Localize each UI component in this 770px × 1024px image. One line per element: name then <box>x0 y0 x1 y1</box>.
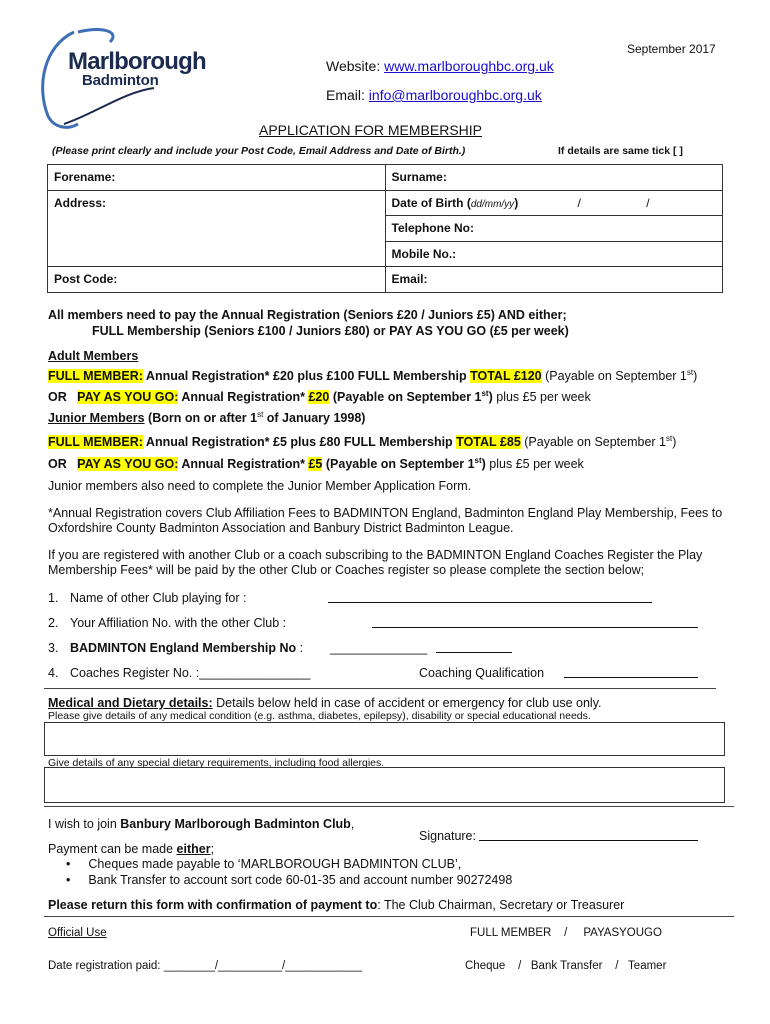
junior-full-sup: st <box>666 433 673 443</box>
section-divider <box>44 688 716 689</box>
bullet-icon: • <box>66 873 71 887</box>
dob-field[interactable] <box>385 190 723 216</box>
join-statement <box>48 817 354 831</box>
annual-registration-note: *Annual Registration covers Club Affiliation Fees to BADMINTON England, Badminton England Play Membership, Fees to Oxfordshire County Badminton Association and Banbury District Badminton League. <box>48 506 723 535</box>
medical-heading: Medical and Dietary details: <box>48 696 213 710</box>
q1-number: 1. <box>48 591 59 605</box>
bullet-icon: • <box>66 857 71 871</box>
adult-heading: Adult Members <box>48 349 139 363</box>
same-details-tick[interactable]: If details are same tick [ ] <box>558 145 683 157</box>
junior-payg-label: PAY AS YOU GO: <box>77 457 179 471</box>
junior-heading-line <box>48 411 365 425</box>
mobile-field[interactable] <box>385 241 723 267</box>
payment-cheque-text: Cheques made payable to ‘MARLBOROUGH BADMINTON CLUB’, <box>88 857 462 871</box>
telephone-label: Telephone No: <box>391 221 474 236</box>
junior-payg-amount: £5 <box>308 457 323 471</box>
fees-line-1: All members need to pay the Annual Registration (Seniors £20 / Juniors £5) AND either; <box>48 308 567 322</box>
dietary-prompt: Give details of any special dietary requirements, including food allergies. <box>48 757 385 769</box>
email-label: Email: <box>326 87 369 103</box>
postcode-field[interactable] <box>48 267 386 293</box>
signature-label: Signature: <box>419 829 476 843</box>
junior-payg-sup: st <box>474 455 482 465</box>
logo-text-main: Marlborough <box>68 48 206 75</box>
applicant-details-table <box>47 164 723 293</box>
junior-payg-rate: plus £5 per week <box>485 457 584 471</box>
email-field-label: Email: <box>391 272 428 287</box>
payment-type-options <box>465 960 666 972</box>
address-label: Address: <box>54 195 107 210</box>
option-payasyougo[interactable]: PAYASYOUGO <box>583 927 662 939</box>
option-teamer[interactable]: Teamer <box>628 960 667 972</box>
junior-payg-close: ) <box>481 457 486 471</box>
fees-line-2: FULL Membership (Seniors £100 / Juniors £80) or PAY AS YOU GO (£5 per week) <box>92 324 569 338</box>
junior-born-rest: of January 1998) <box>263 411 366 425</box>
adult-or: OR <box>48 390 67 404</box>
q1-label: Name of other Club playing for : <box>70 591 247 605</box>
telephone-field[interactable] <box>385 216 723 242</box>
option-separator: / <box>564 927 568 939</box>
membership-type-options <box>470 927 662 939</box>
junior-full-label: FULL MEMBER: <box>48 435 143 449</box>
official-use-label: Official Use <box>48 927 107 939</box>
payment-either: either <box>176 842 211 856</box>
option-cheque[interactable]: Cheque <box>465 960 506 972</box>
adult-payg-rate: plus £5 per week <box>492 390 591 404</box>
adult-payg <box>48 390 591 404</box>
junior-payg-text: Annual Registration* <box>178 457 309 471</box>
q4-number: 4. <box>48 666 59 680</box>
q2-label: Your Affiliation No. with the other Club : <box>70 616 287 630</box>
junior-payg-pay: (Payable on September 1 <box>322 457 475 471</box>
junior-note: Junior members also need to complete the Junior Member Application Form. <box>48 479 472 493</box>
medical-heading-line <box>48 696 602 710</box>
dob-format: dd/mm/yy <box>470 198 515 210</box>
adult-full-text: Annual Registration* £20 plus £100 FULL Membership <box>142 369 471 383</box>
payment-bullet-transfer <box>66 873 512 887</box>
adult-payg-amount: £20 <box>308 390 330 404</box>
medical-condition-prompt: Please give details of any medical condition (e.g. asthma, diabetes, epilepsy), disability or special educational needs. <box>48 710 591 722</box>
adult-full-member <box>48 369 697 383</box>
surname-field[interactable] <box>385 165 723 191</box>
section-divider-3 <box>44 916 734 917</box>
return-pre: Please return this form with confirmation of payment to <box>48 898 378 912</box>
email-field[interactable] <box>385 267 723 293</box>
dietary-box[interactable] <box>44 767 725 803</box>
adult-full-sup: st <box>686 367 694 377</box>
form-date: September 2017 <box>627 42 716 56</box>
medical-condition-box[interactable] <box>44 722 725 756</box>
address-field[interactable] <box>48 190 386 267</box>
forename-label: Forename: <box>54 170 116 185</box>
payment-transfer-text: Bank Transfer to account sort code 60-01-35 and account number 90272498 <box>88 873 513 887</box>
adult-full-close: ) <box>693 369 698 383</box>
q4-label[interactable]: Coaches Register No. :________________ <box>70 666 311 680</box>
page-title: APPLICATION FOR MEMBERSHIP <box>259 122 482 138</box>
payment-post: ; <box>210 842 215 856</box>
payment-methods-heading <box>48 842 214 856</box>
junior-born-sup: st <box>257 409 264 419</box>
forename-field[interactable] <box>48 165 386 191</box>
junior-full-pay: (Payable on September 1 <box>520 435 667 449</box>
q1-input-line[interactable] <box>328 602 652 603</box>
junior-or: OR <box>48 457 67 471</box>
join-club-name: Banbury Marlborough Badminton Club <box>120 817 351 831</box>
option-separator: / <box>615 960 619 972</box>
payment-pre: Payment can be made <box>48 842 177 856</box>
q3-blank[interactable]: ______________ <box>330 641 428 655</box>
website-label: Website: <box>326 58 385 74</box>
dob-label: Date of Birth ( <box>391 195 471 210</box>
q3-input-line[interactable] <box>436 652 512 653</box>
q3-label: BADMINTON England Membership No <box>70 641 297 655</box>
q3-label-line <box>70 641 303 655</box>
return-instructions <box>48 898 624 912</box>
dob-slash-1: / <box>577 195 581 210</box>
junior-payg <box>48 457 584 471</box>
mobile-label: Mobile No.: <box>391 246 457 261</box>
return-post: : The Club Chairman, Secretary or Treasurer <box>377 898 625 912</box>
dob-close: ) <box>514 195 519 210</box>
junior-full-text: Annual Registration* £5 plus £80 FULL Membership <box>142 435 457 449</box>
q4-qualification-label: Coaching Qualification <box>419 666 545 680</box>
logo-text-sub: Badminton <box>82 72 159 89</box>
junior-born: (Born on or after 1 <box>144 411 258 425</box>
adult-payg-pay: (Payable on September 1 <box>329 390 482 404</box>
join-post: , <box>350 817 355 831</box>
postcode-label: Post Code: <box>54 272 118 287</box>
adult-payg-label: PAY AS YOU GO: <box>77 390 179 404</box>
q3-number: 3. <box>48 641 59 655</box>
adult-full-label: FULL MEMBER: <box>48 369 143 383</box>
adult-full-pay: (Payable on September 1 <box>541 369 687 383</box>
adult-payg-text: Annual Registration* <box>178 390 309 404</box>
website-link[interactable]: www.marlboroughbc.org.uk <box>384 58 554 74</box>
print-instructions: (Please print clearly and include your Post Code, Email Address and Date of Birth.) <box>52 145 466 157</box>
q2-input-line[interactable] <box>372 627 698 628</box>
date-registration-paid[interactable]: Date registration paid: ________/__________/____________ <box>48 960 362 972</box>
junior-full-total: TOTAL £85 <box>456 435 521 449</box>
website-line <box>326 58 554 74</box>
q3-colon: : <box>296 641 304 655</box>
email-line <box>326 87 542 103</box>
medical-heading-rest: Details below held in case of accident or emergency for club use only. <box>212 696 602 710</box>
junior-full-member <box>48 435 676 449</box>
email-link[interactable]: info@marlboroughbc.org.uk <box>368 87 542 103</box>
option-separator: / <box>518 960 522 972</box>
section-divider-2 <box>44 806 734 807</box>
dob-slash-2: / <box>646 195 650 210</box>
option-full-member[interactable]: FULL MEMBER <box>470 927 552 939</box>
junior-heading: Junior Members <box>48 411 145 425</box>
adult-payg-sup: st <box>481 388 489 398</box>
signature-line[interactable] <box>479 840 698 841</box>
join-pre: I wish to join <box>48 817 121 831</box>
payment-bullet-cheque <box>66 857 461 871</box>
q2-number: 2. <box>48 616 59 630</box>
adult-full-total: TOTAL £120 <box>470 369 542 383</box>
other-club-note: If you are registered with another Club or a coach subscribing to the BADMINTON England Coaches Register the Play Membership Fees* will be paid by the other Club or Coaches register so please complete the section below; <box>48 548 703 577</box>
junior-full-close: ) <box>672 435 677 449</box>
adult-payg-close: ) <box>488 390 493 404</box>
q4-qualification-line[interactable] <box>564 677 698 678</box>
surname-label: Surname: <box>391 170 447 185</box>
option-bank-transfer[interactable]: Bank Transfer <box>530 960 603 972</box>
